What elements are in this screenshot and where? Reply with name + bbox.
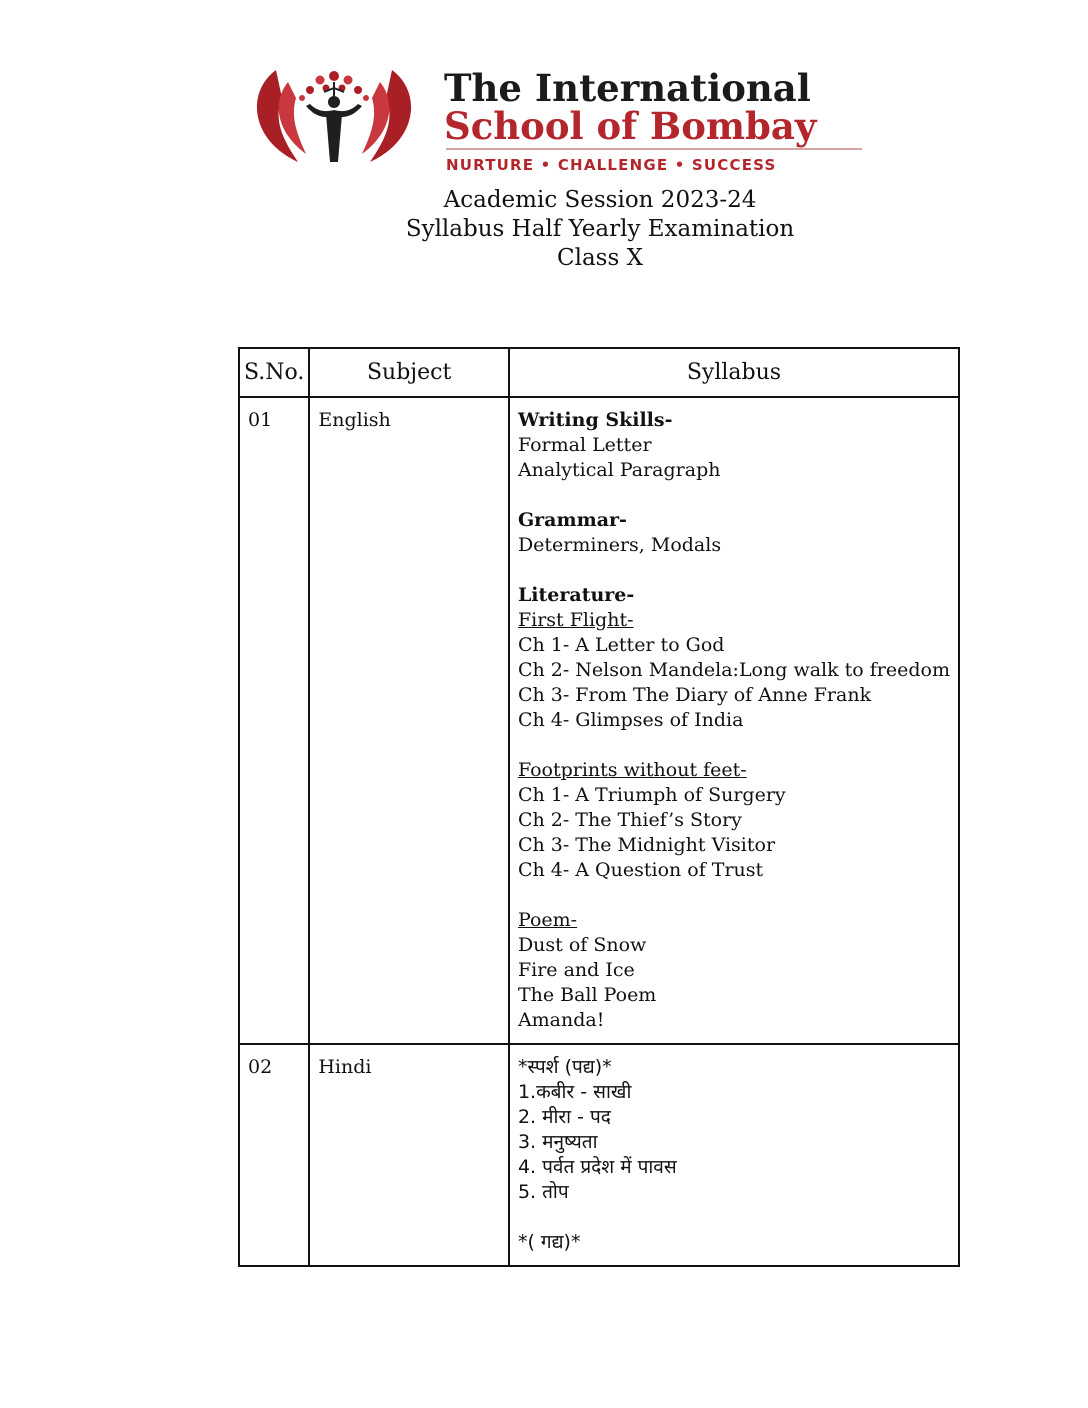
row-syllabus-english xyxy=(509,397,959,1044)
syllabus-item: Ch 4- A Question of Trust xyxy=(517,859,764,881)
syllabus-item: Amanda! xyxy=(517,1009,605,1031)
row-sno: 02 xyxy=(239,1044,309,1266)
syllabus-item: 1.कबीर - साखी xyxy=(517,1081,632,1103)
row-sno: 01 xyxy=(239,397,309,1044)
syllabus-table xyxy=(238,347,960,1267)
row-syllabus-hindi xyxy=(509,1044,959,1266)
school-name-line1: The International xyxy=(444,66,811,110)
column-header-sno: S.No. xyxy=(239,348,309,397)
syllabus-item: 3. मनुष्यता xyxy=(517,1131,598,1153)
tree-person-hands-logo-icon xyxy=(246,62,422,170)
syllabus-item: Ch 3- The Midnight Visitor xyxy=(517,834,776,856)
syllabus-item: Ch 1- A Letter to God xyxy=(517,634,725,656)
school-logo xyxy=(246,62,866,180)
school-name-line2: School of Bombay xyxy=(444,104,817,148)
row-subject: Hindi xyxy=(309,1044,509,1266)
syllabus-item: Dust of Snow xyxy=(517,934,647,956)
table-row xyxy=(239,397,959,1044)
syllabus-item: Analytical Paragraph xyxy=(517,459,721,481)
column-header-syllabus: Syllabus xyxy=(509,348,959,397)
syllabus-section-heading: Writing Skills- xyxy=(517,409,673,431)
academic-session-heading: Academic Session 2023-24 xyxy=(443,187,757,213)
exam-title-heading: Syllabus Half Yearly Examination xyxy=(405,216,795,242)
class-heading: Class X xyxy=(557,245,643,271)
syllabus-section-heading: Literature- xyxy=(517,584,635,606)
tagline-divider xyxy=(446,148,862,150)
syllabus-item: 2. मीरा - पद xyxy=(517,1106,611,1128)
syllabus-book-title: Poem- xyxy=(517,909,578,931)
syllabus-spacer xyxy=(518,1205,950,1230)
syllabus-item: Formal Letter xyxy=(517,434,652,456)
table-header-row xyxy=(239,348,959,397)
syllabus-book-title: Footprints without feet- xyxy=(517,759,747,781)
syllabus-item: *स्पर्श (पद्य)* xyxy=(517,1056,612,1078)
syllabus-spacer xyxy=(518,883,950,908)
school-tagline: NURTURE • CHALLENGE • SUCCESS xyxy=(446,156,777,174)
syllabus-spacer xyxy=(518,733,950,758)
column-header-subject: Subject xyxy=(309,348,509,397)
syllabus-item: Ch 4- Glimpses of India xyxy=(517,709,744,731)
row-subject: English xyxy=(309,397,509,1044)
syllabus-item: *( गद्य)* xyxy=(517,1231,581,1253)
table-row xyxy=(239,1044,959,1266)
syllabus-spacer xyxy=(518,558,950,583)
syllabus-book-title: First Flight- xyxy=(517,609,634,631)
syllabus-item: 5. तोप xyxy=(517,1181,569,1203)
syllabus-item: Fire and Ice xyxy=(517,959,635,981)
syllabus-spacer xyxy=(518,483,950,508)
syllabus-section-heading: Grammar- xyxy=(517,509,627,531)
syllabus-item: Ch 2- The Thief’s Story xyxy=(517,809,742,831)
syllabus-item: Ch 1- A Triumph of Surgery xyxy=(517,784,786,806)
syllabus-item: Ch 2- Nelson Mandela:Long walk to freedom xyxy=(517,659,950,681)
syllabus-item: The Ball Poem xyxy=(517,984,657,1006)
syllabus-item: 4. पर्वत प्रदेश में पावस xyxy=(517,1156,677,1178)
syllabus-item: Ch 3- From The Diary of Anne Frank xyxy=(517,684,872,706)
syllabus-item: Determiners, Modals xyxy=(517,534,722,556)
